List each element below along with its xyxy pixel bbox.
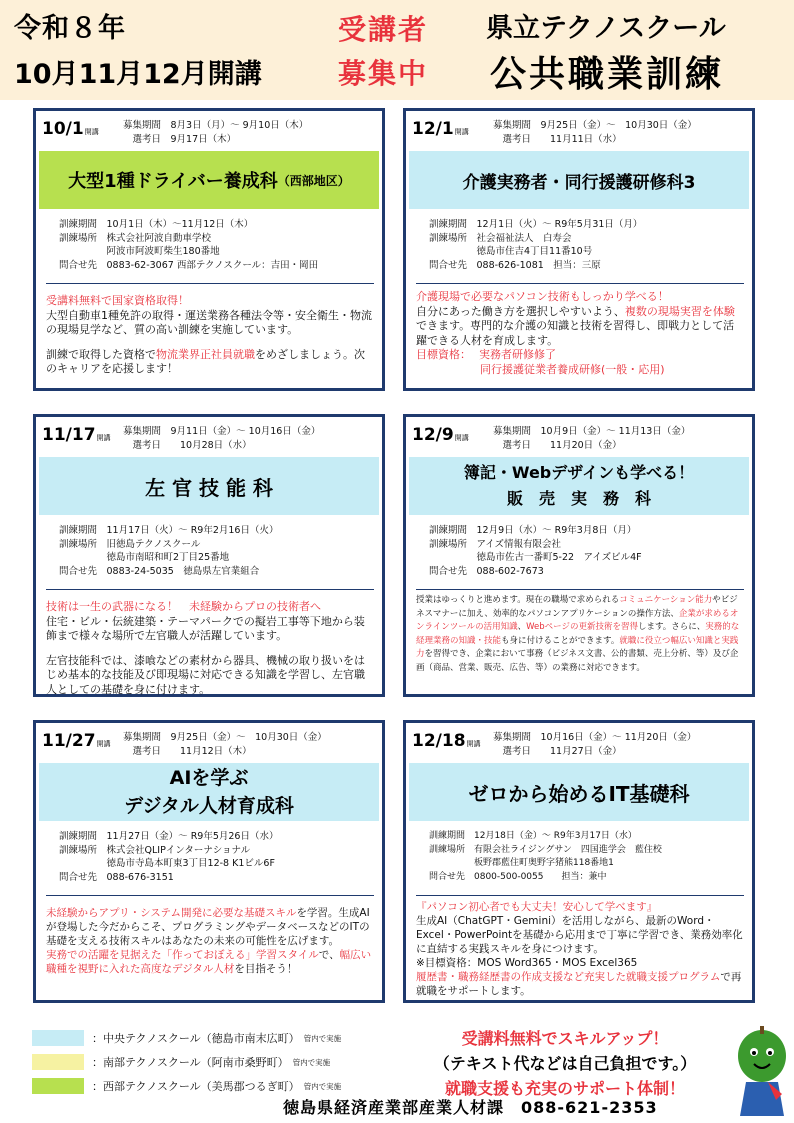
desc-text: を目指そう！ — [234, 963, 298, 975]
course-title-banner — [409, 763, 749, 821]
desc-highlight: 実務的な経理業務の知識・技能 — [416, 622, 740, 646]
promo-line2: （テキスト代などは自己負担です。） — [433, 1054, 697, 1073]
desc-text: 訓練で取得した資格で — [46, 347, 156, 361]
desc-highlight: 『パソコン初心者でも大丈夫！安心して学べます』 — [416, 901, 658, 913]
course-title-banner — [39, 151, 379, 209]
recruit-line1: 受講者 — [338, 13, 429, 46]
sudachi-mascot-illustration — [732, 1022, 792, 1118]
course-period: 募集期間 10月16日（金）～ 11月20日（金） 選考日 11月27日（金） — [493, 732, 697, 757]
desc-text: できます。専門的な介護の知識と技術を習得し、即戦力として活躍できる人材を育成します。 — [416, 319, 735, 347]
desc-highlight: 物流業界正社員就職 — [156, 347, 255, 361]
legend-item-south — [32, 1050, 341, 1074]
desc-highlight: 未経験からアプリ・システム開発に必要な基礎スキル — [46, 907, 297, 919]
course-card-plaster — [33, 414, 385, 697]
course-description — [416, 283, 744, 382]
desc-highlight: 企業が求めるオンラインツールの活用知識 — [416, 608, 739, 633]
course-info: 訓練期間 12月9日（水）～ R9年3月8日（月） 訓練場所 アイズ情報有限会社 徳島市佐古一番町5-22 アイズビル4F 問合せ先 088-602-7673 — [429, 525, 642, 577]
desc-highlight: 幅広い職種を視野に入れた高度なデジタル人材 — [46, 949, 372, 975]
desc-highlight: 介護現場で必要なパソコン技術もしっかり学べる！ — [416, 290, 669, 303]
course-period: 募集期間 10月9日（金）～ 11月13日（金） 選考日 11月20日（金） — [493, 426, 691, 451]
school-name: 県立テクノスクール — [486, 13, 726, 44]
footer-contact: 徳島県経済産業部産業人材課 088-621-2353 — [283, 1098, 658, 1117]
course-start-date: 11/17開講 — [42, 425, 111, 445]
course-description — [46, 283, 374, 382]
course-card-driver — [33, 108, 385, 391]
goal-item: 実務者研修修了 — [479, 348, 556, 361]
course-description — [46, 895, 374, 994]
course-title: デジタル人材育成科 — [124, 795, 294, 817]
goal-item: 同行援護従業者養成研修(一般・応用) — [480, 362, 665, 376]
course-card-sales — [403, 414, 755, 697]
course-title: 大型1種ドライバー養成科 — [68, 171, 278, 192]
course-description — [46, 589, 374, 696]
desc-highlight: 実務での活躍を見据えた「作っておぼえる」学習スタイル — [46, 949, 319, 961]
course-info: 訓練期間 10月1日（木）～11月12日（木） 訓練場所 株式会社阿波自動車学校 阿波市阿波町柴生180番地 問合せ先 0883-62-3067 西部テクノスクール：吉田・岡田 — [59, 219, 319, 271]
course-start-date: 12/18開講 — [412, 731, 481, 751]
desc-text: やビジネスマナーに加え、効率的なパソコンアプリケーションの操作方法、 — [416, 595, 738, 619]
desc-text: 、 — [517, 622, 527, 633]
desc-text: 授業はゆっくりと進めます。現在の職場で求められる — [416, 595, 620, 605]
desc-text: を学習。生成AIが登場した今だからこそ、プログラミングやデータベースなどのITの基礎を支える技術スキルはあなたの未来の可能性を広げます。 — [46, 907, 370, 947]
course-title-banner — [409, 457, 749, 515]
goal-label: 目標資格： — [416, 348, 471, 361]
course-period: 募集期間 8月3日（月）～ 9月10日（木） 選考日 9月17日（木） — [123, 120, 309, 145]
desc-text: も身に付けることができます。 — [501, 635, 620, 646]
legend-note: 管内で実施 — [292, 1057, 331, 1067]
course-card-care — [403, 108, 755, 391]
header-year: 令和８年 — [14, 13, 126, 44]
header-band — [0, 0, 794, 100]
legend-label: ：南部テクノスクール（阿南市桑野町） — [92, 1056, 289, 1069]
promo-line1: 受講料無料でスキルアップ！ — [461, 1029, 669, 1048]
recruit-line2: 募集中 — [338, 57, 429, 90]
legend-swatch — [32, 1030, 84, 1046]
course-title: 介護実務者・同行援護研修科3 — [462, 172, 696, 193]
course-info: 訓練期間 11月17日（火）～ R9年2月16日（火） 訓練場所 旧徳島テクノスクール 徳島市南昭和町2丁目25番地 問合せ先 0883-24-5035 徳島県左官業組合 — [59, 525, 279, 577]
course-info: 訓練期間 11月27日（金）～ R9年5月26日（水） 訓練場所 株式会社QLIPインターナショナル 徳島市寺島本町東3丁目12-8 K1ビル6F 問合せ先 088-676-3151 — [59, 831, 279, 883]
desc-text: 大型自動車1種免許の取得・運送業務各種法令等・安全衛生・物流の現場見学など、質の高い訓練を実施しています。 — [46, 308, 372, 336]
desc-text: 生成AI（ChatGPT・Gemini）を活用しながら、最新のWord・Excel・PowerPointを基礎から応用まで丁寧に学習でき、業務効率化に直結する実践スキルを身につけます。 — [416, 915, 743, 955]
desc-text: をめざしましょう。次のキャリアを応援します！ — [46, 347, 365, 375]
desc-highlight: 複数の現場実習を体験 — [624, 304, 735, 318]
course-title-banner — [39, 763, 379, 821]
header-months: 10月11月12月開講 — [14, 59, 262, 90]
course-title: 販 売 実 務 科 — [506, 489, 651, 508]
course-title-banner — [39, 457, 379, 515]
page-title: 公共職業訓練 — [490, 54, 725, 95]
legend-note: 管内で実施 — [303, 1081, 342, 1091]
course-info: 訓練期間 12月18日（金）～ R9年3月17日（水） 訓練場所 有限会社ライジングサン 四国進学会 藍住校 板野郡藍住町奥野字猪熊118番地1 問合せ先 0800-500-0055 担当：兼中 — [429, 831, 662, 882]
promo-line3: 就職支援も充実のサポート体制！ — [444, 1079, 685, 1098]
course-title-note: （西部地区） — [277, 173, 350, 188]
course-description — [416, 589, 744, 688]
school-legend — [32, 1026, 341, 1098]
course-period: 募集期間 9月11日（金）～ 10月16日（金） 選考日 10月28日（水） — [123, 426, 321, 451]
desc-text: 自分にあった働き方を選択しやすいよう、 — [416, 304, 625, 318]
desc-text: します。さらに、 — [637, 622, 706, 633]
course-start-date: 12/9開講 — [412, 425, 469, 445]
desc-text: で再就職をサポートします。 — [416, 971, 742, 997]
legend-label: ：中央テクノスクール（徳島市南末広町） — [92, 1032, 300, 1045]
goal-text: ※目標資格：MOS Word365・MOS Excel365 — [416, 957, 638, 969]
desc-text: 住宅・ビル・伝統建築・テーマパークでの擬岩工事等下地から装飾まで様々な場所で左官職人が活躍しています。 — [46, 614, 365, 642]
course-start-date: 12/1開講 — [412, 119, 469, 139]
course-title-banner — [409, 151, 749, 209]
course-start-date: 10/1開講 — [42, 119, 99, 139]
desc-highlight: コミュニケーション能力 — [619, 595, 713, 605]
course-start-date: 11/27開講 — [42, 731, 111, 751]
desc-text: で、 — [318, 949, 340, 961]
course-subtitle: 簿記・Webデザインも学べる！ — [463, 463, 695, 482]
course-card-it — [403, 720, 755, 1003]
legend-item-central — [32, 1026, 341, 1050]
legend-swatch — [32, 1054, 84, 1070]
desc-text: 左官技能科では、漆喰などの素材から器具、機械の取り扱いをはじめ基本的な技能及び即現場に対応できる知識を学習し、左官職人としての基礎を身に付けます。 — [46, 653, 365, 696]
desc-highlight: 就職に役立つ幅広い知識と実践力 — [416, 635, 739, 660]
desc-text: を習得でき、企業において事務（ビジネス文書、公的書類、売上分析、等）及び企画（商品、営業、販売、広告、等）の業務に対応できます。 — [416, 649, 739, 673]
course-info: 訓練期間 12月1日（火）～ R9年5月31日（月） 訓練場所 社会福祉法人 白寿会 徳島市住吉4丁目11番10号 問合せ先 088-626-1081 担当：三原 — [429, 219, 643, 271]
desc-highlight: Webページの更新技術を習得 — [526, 622, 638, 633]
desc-highlight: 技術は一生の武器になる！ 未経験からプロの技術者へ — [46, 600, 321, 613]
course-card-digital — [33, 720, 385, 1003]
promo-block — [410, 1026, 720, 1101]
course-title: 左 官 技 能 科 — [145, 475, 273, 500]
course-title: ゼロから始めるIT基礎科 — [468, 781, 690, 806]
legend-note: 管内で実施 — [303, 1033, 342, 1043]
course-period: 募集期間 9月25日（金）～ 10月30日（金） 選考日 11月11日（水） — [493, 120, 697, 145]
course-subtitle: AIを学ぶ — [169, 767, 249, 789]
desc-highlight: 受講料無料で国家資格取得！ — [46, 294, 189, 307]
legend-label: ：西部テクノスクール（美馬郡つるぎ町） — [92, 1080, 300, 1093]
desc-highlight: 履歴書・職務経歴書の作成支援など充実した就職支援プログラム — [416, 971, 721, 983]
course-period: 募集期間 9月25日（金）～ 10月30日（金） 選考日 11月12日（木） — [123, 732, 327, 757]
legend-swatch — [32, 1078, 84, 1094]
course-description — [416, 895, 744, 997]
